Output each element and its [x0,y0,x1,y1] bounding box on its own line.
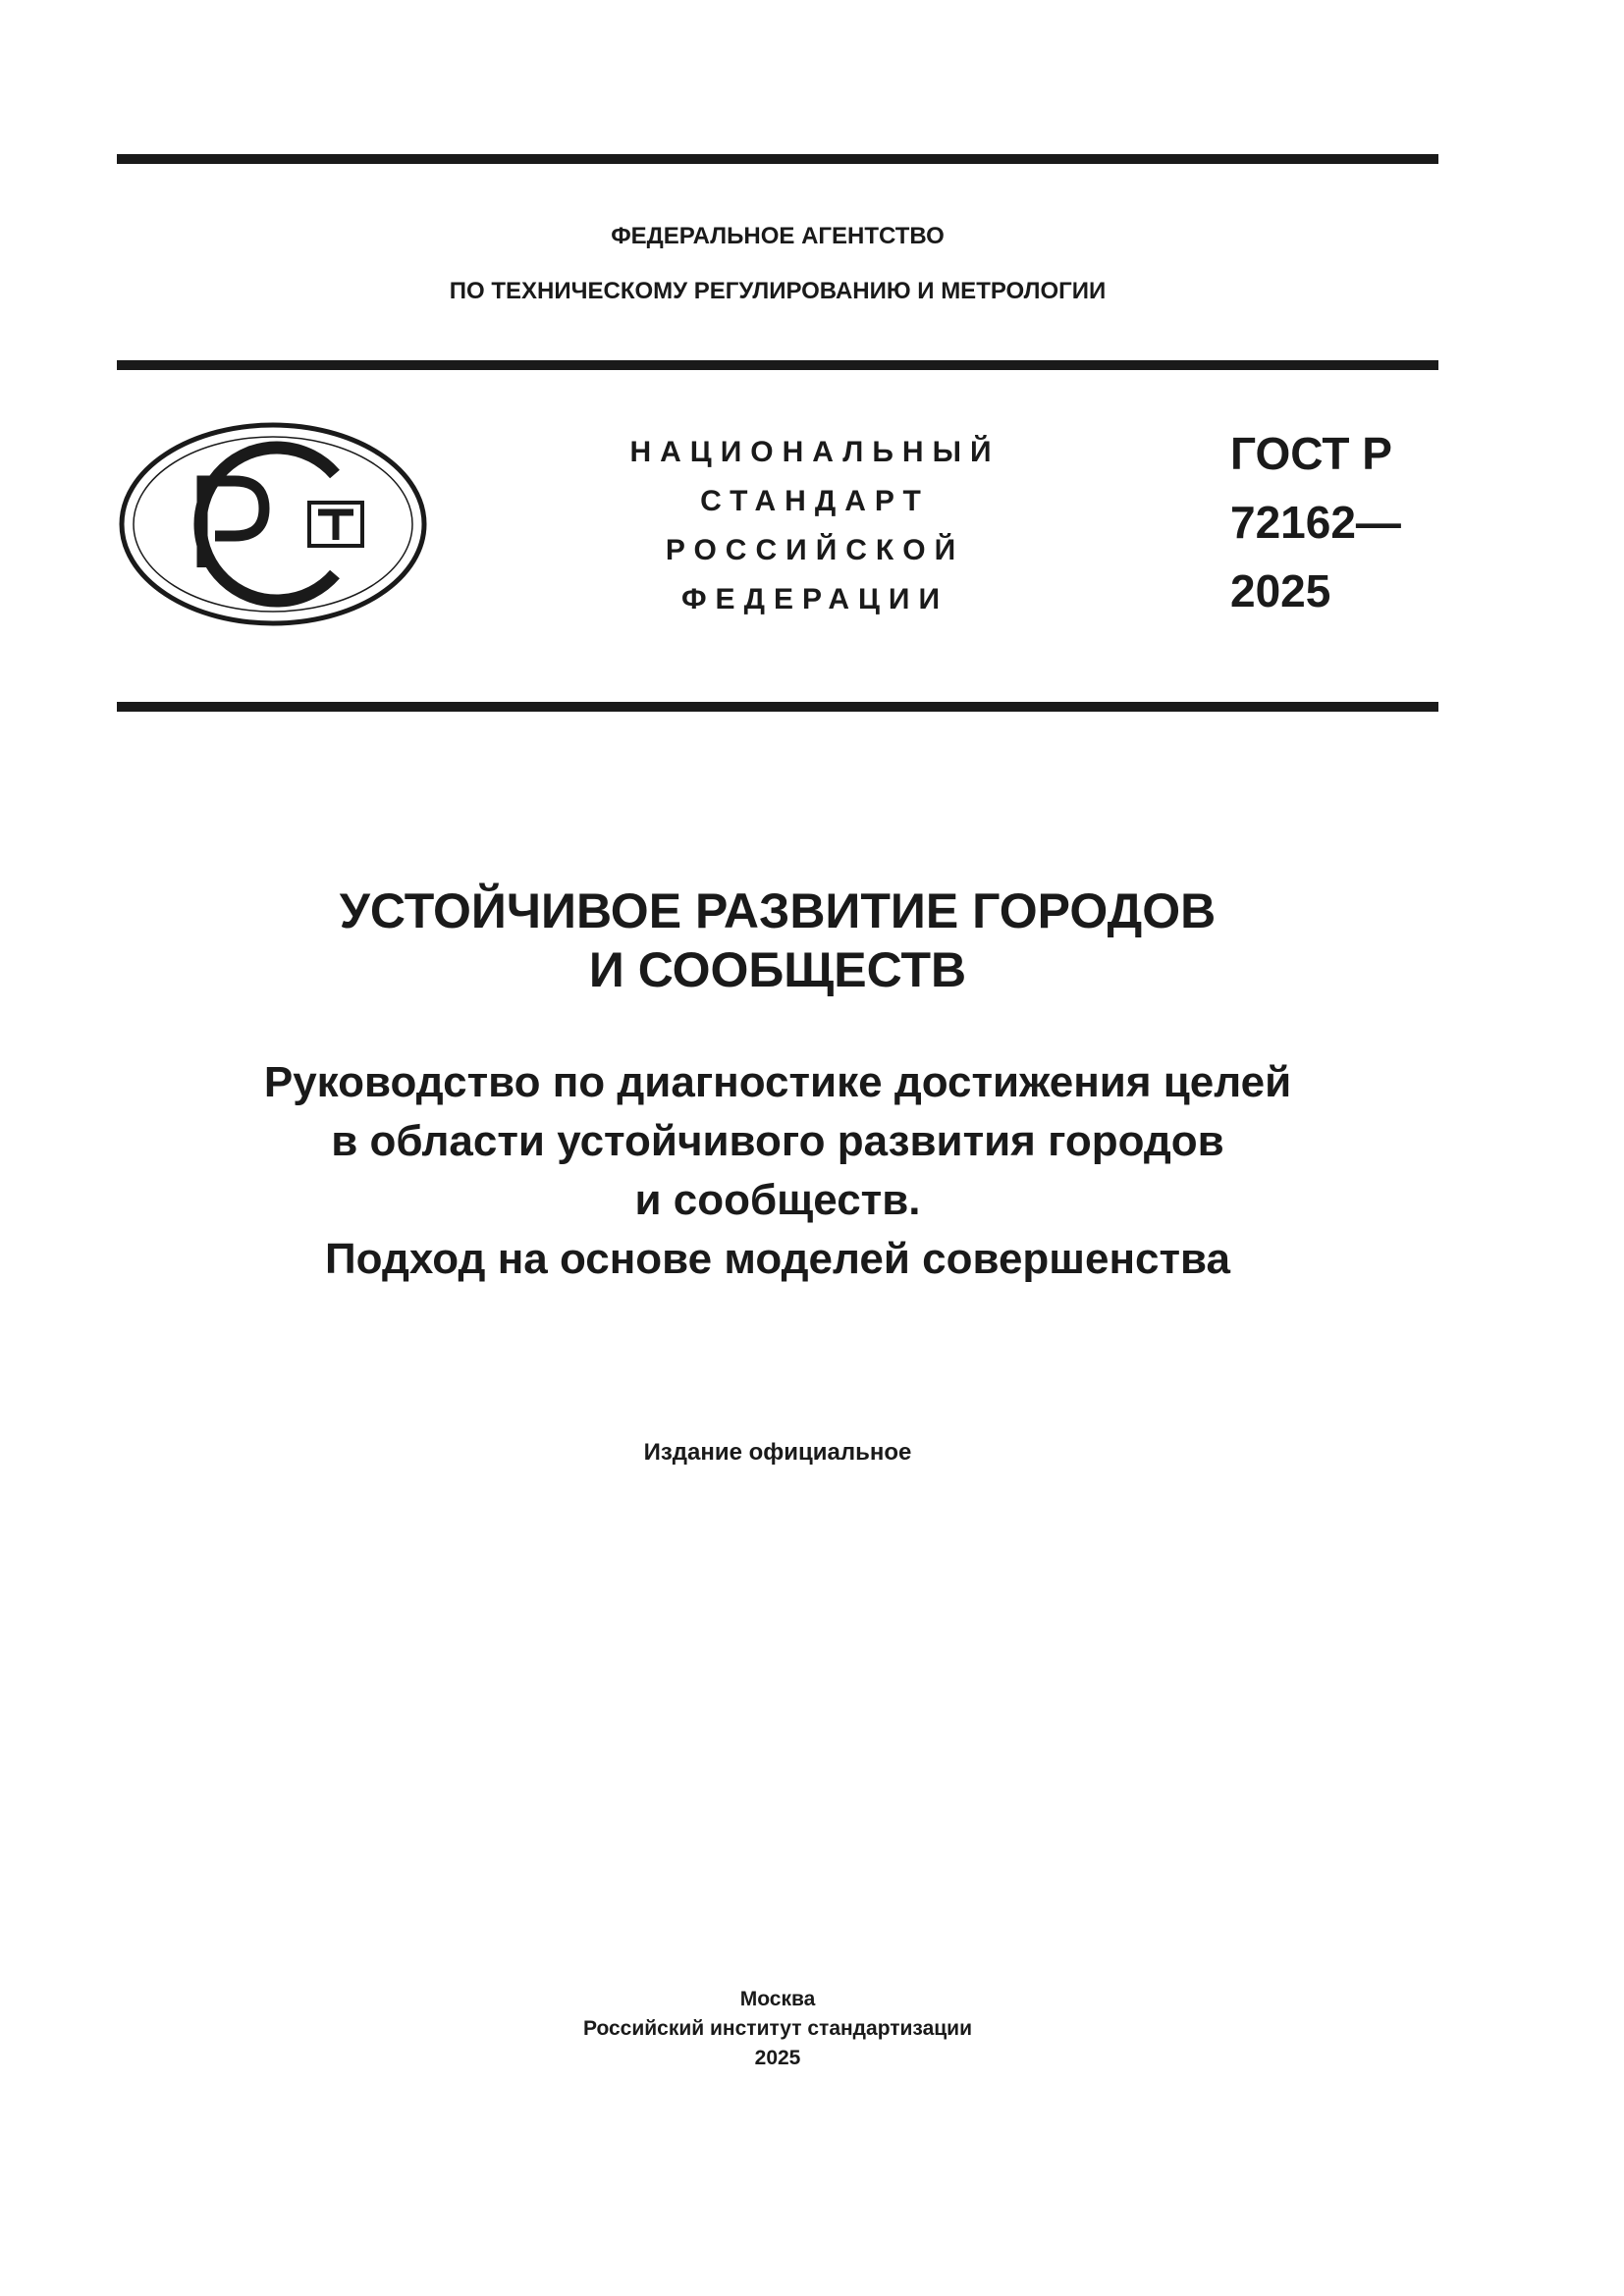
imprint-publisher: Российский институт стандартизации [582,2017,973,2040]
agency-name-line-2: ПО ТЕХНИЧЕСКОМУ РЕГУЛИРОВАНИЮ И МЕТРОЛОГИИ [449,278,1107,304]
standard-type-line-3: РОССИЙСКОЙ [665,534,965,566]
standard-type-line-4: ФЕДЕРАЦИИ [680,583,949,615]
subtitle-line-1: Руководство по диагностике достижения целей [263,1058,1292,1106]
header-rule [117,360,1438,370]
imprint-year: 2025 [754,2047,801,2069]
top-rule [117,154,1438,164]
subtitle-line-3: и сообществ. [634,1176,921,1224]
standard-type-block [579,428,1051,624]
designation-line-1: ГОСТ Р [1230,428,1392,479]
rst-logo-icon [117,420,429,628]
standard-designation [1230,419,1446,625]
title-line-2: И СООБЩЕСТВ [588,942,967,997]
standard-type-line-1: НАЦИОНАЛЬНЫЙ [629,436,1001,468]
title-line-1: УСТОЙЧИВОЕ РАЗВИТИЕ ГОРОДОВ [339,883,1217,938]
standard-type-line-2: СТАНДАРТ [700,485,930,517]
designation-line-3: 2025 [1230,565,1331,616]
subtitle-line-2: в области устойчивого развития городов [331,1117,1224,1165]
imprint-city: Москва [739,1988,816,2010]
subtitle-line-4: Подход на основе моделей совершенства [325,1235,1230,1283]
edition-label: Издание официальное [643,1439,912,1466]
imprint [117,1985,1438,2073]
document-title [117,881,1438,999]
header-bottom-rule [117,702,1438,712]
agency-name-line-1: ФЕДЕРАЛЬНОЕ АГЕНТСТВО [611,223,945,249]
document-subtitle [117,1053,1438,1289]
designation-line-2: 72162— [1230,497,1401,548]
